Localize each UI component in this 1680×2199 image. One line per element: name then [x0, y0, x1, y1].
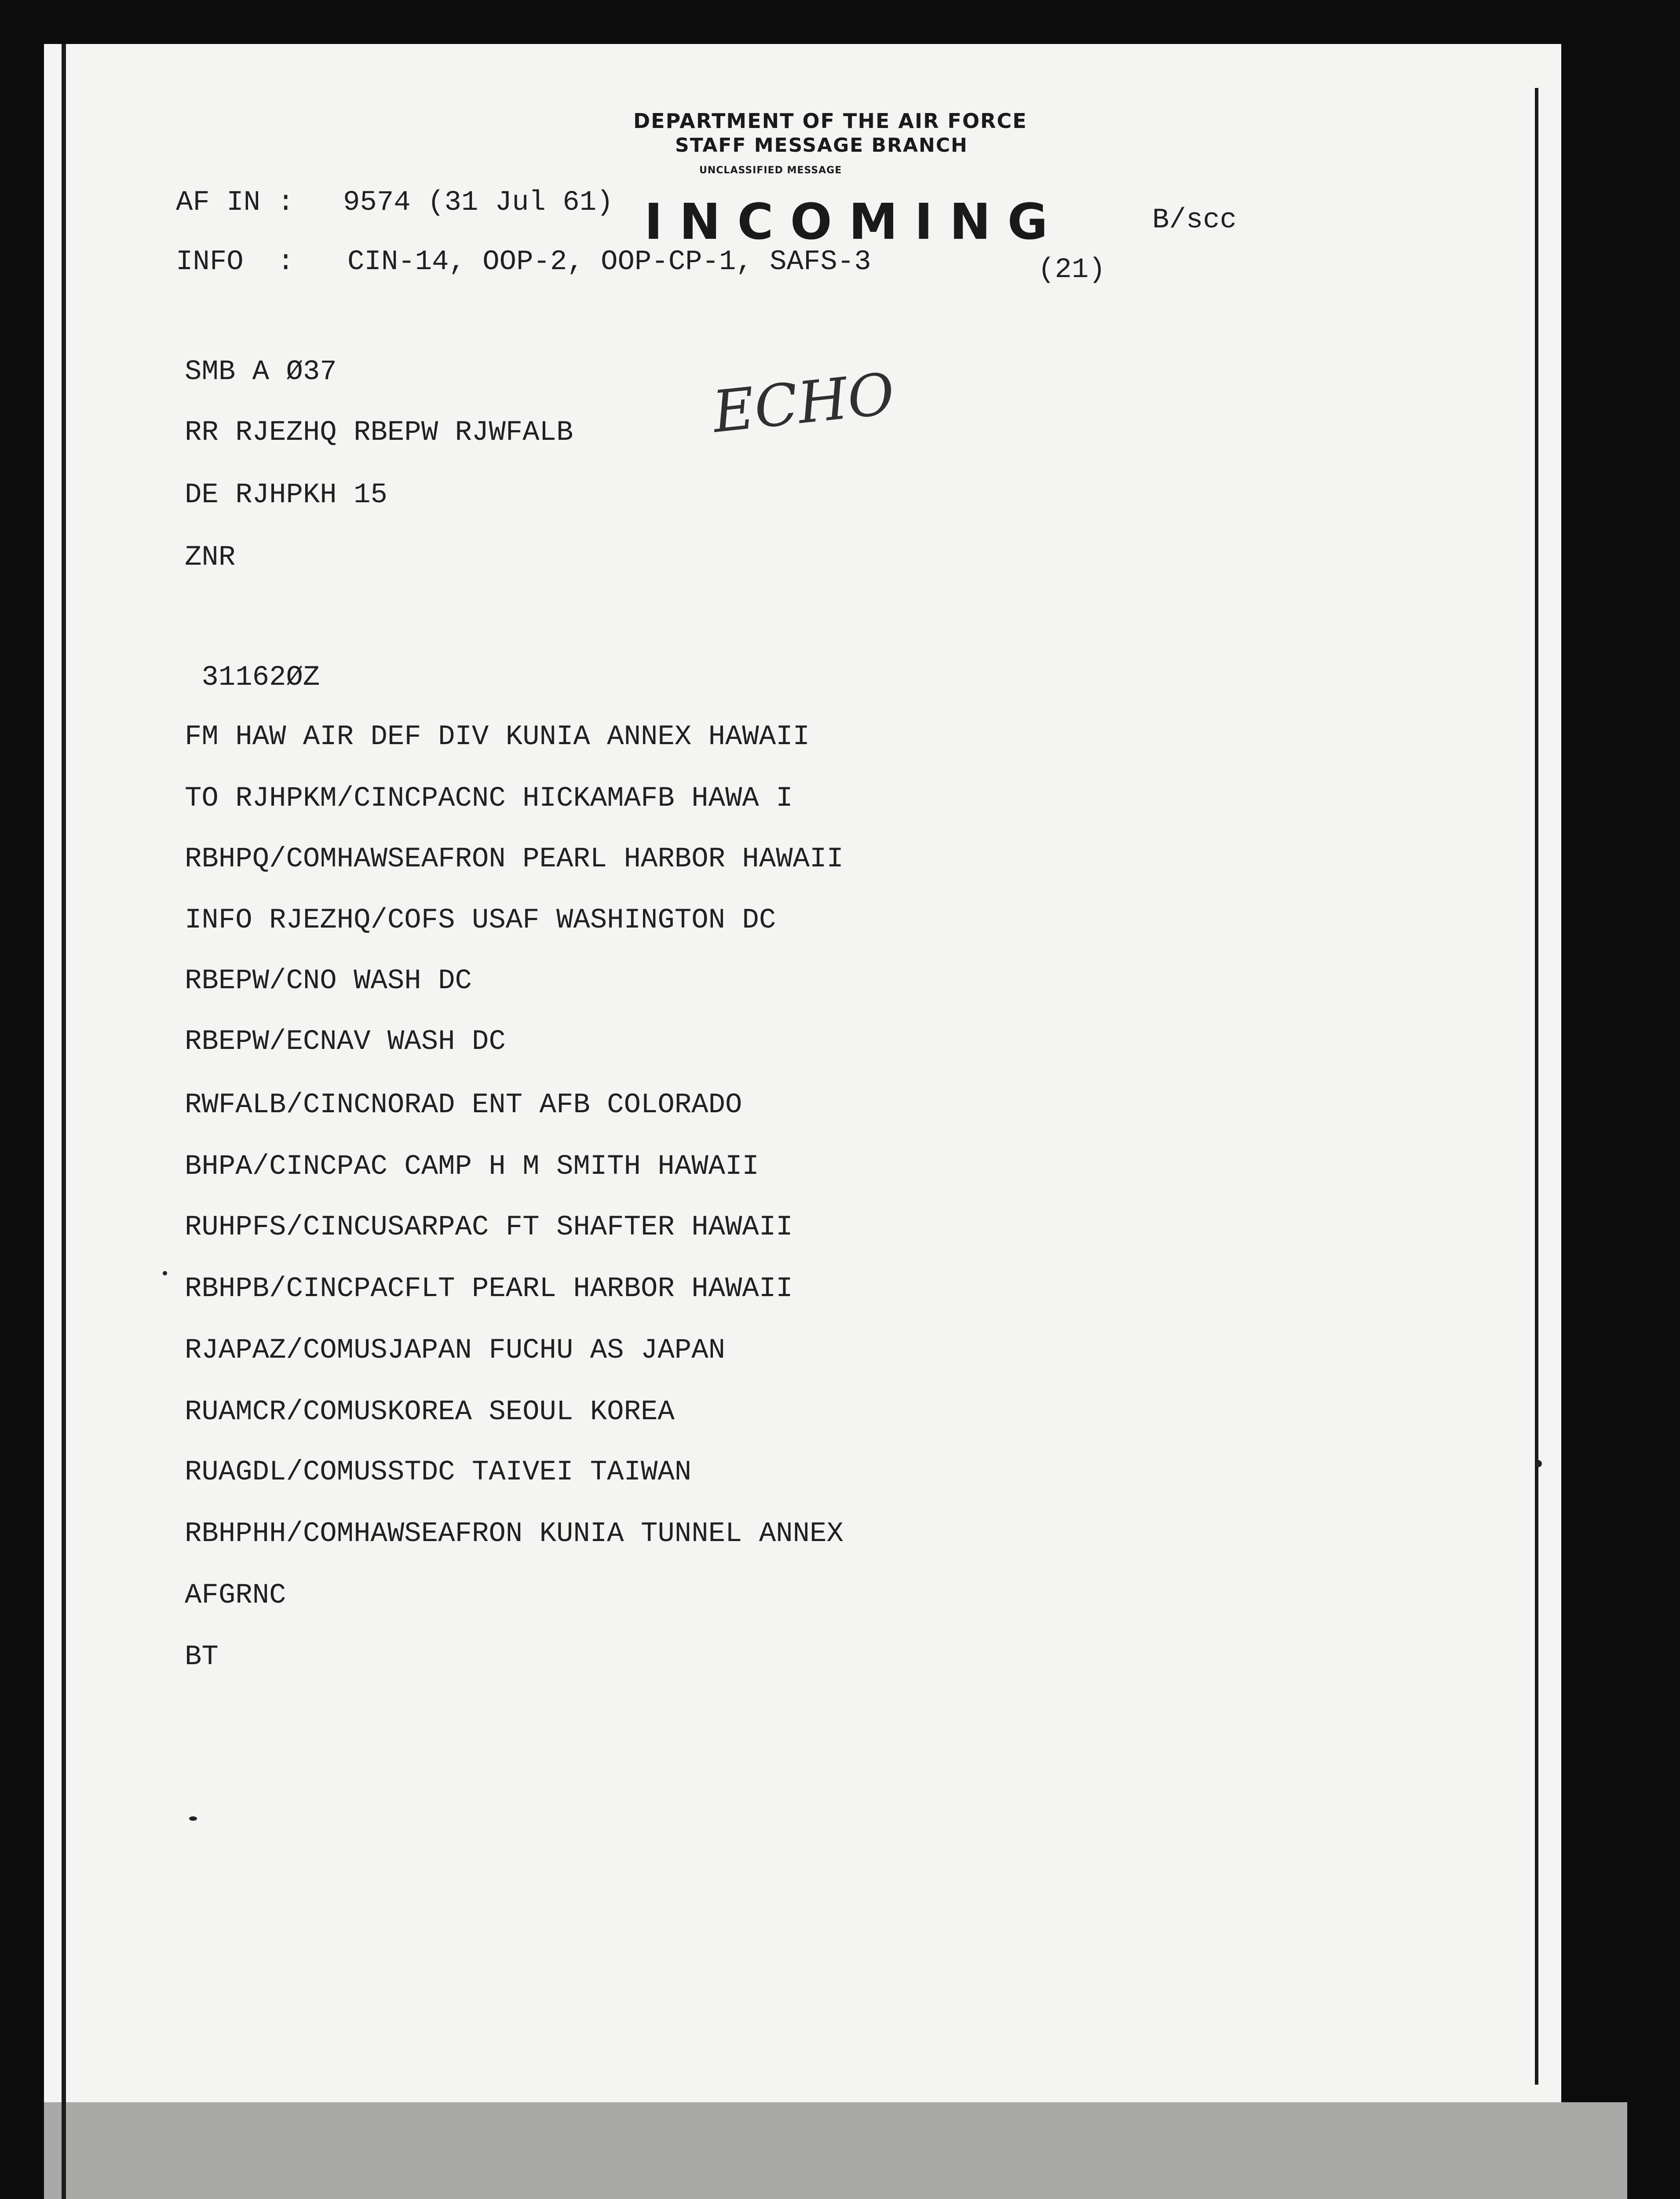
message-line: DE RJHPKH 15	[185, 479, 387, 511]
department-heading: DEPARTMENT OF THE AIR FORCE	[633, 109, 1027, 133]
message-line: TO RJHPKM/CINCPACNC HICKAMAFB HAWA I	[185, 783, 793, 815]
branch-heading: STAFF MESSAGE BRANCH	[675, 134, 968, 157]
message-line: RUHPFS/CINCUSARPAC FT SHAFTER HAWAII	[185, 1212, 793, 1243]
info-value: CIN-14, OOP-2, OOP-CP-1, SAFS-3	[347, 246, 871, 278]
message-line: RJAPAZ/COMUSJAPAN FUCHU AS JAPAN	[185, 1335, 725, 1366]
af-in-label: AF IN :	[176, 187, 294, 219]
info-label: INFO :	[176, 246, 294, 278]
incoming-title: INCOMING	[644, 194, 1065, 251]
message-line: BHPA/CINCPAC CAMP H M SMITH HAWAII	[185, 1151, 759, 1183]
classification-heading: UNCLASSIFIED MESSAGE	[699, 165, 842, 176]
message-line: ZNR	[185, 542, 236, 573]
af-in-value: 9574 (31 Jul 61)	[343, 187, 614, 219]
message-line: SMB A Ø37	[185, 356, 337, 388]
message-line: RBEPW/CNO WASH DC	[185, 965, 472, 997]
message-line: AFGRNC	[185, 1580, 286, 1611]
message-count: (21)	[1038, 254, 1106, 286]
handwritten-note: ECHO	[709, 360, 898, 446]
message-line: RBHPQ/COMHAWSEAFRON PEARL HARBOR HAWAII	[185, 844, 844, 875]
message-line: RUAGDL/COMUSSTDC TAIVEI TAIWAN	[185, 1457, 692, 1488]
message-line: BT	[185, 1641, 219, 1673]
ink-speck	[189, 1816, 197, 1821]
message-line: FM HAW AIR DEF DIV KUNIA ANNEX HAWAII	[185, 721, 810, 753]
message-line: 31162ØZ	[185, 662, 320, 694]
message-line: RWFALB/CINCNORAD ENT AFB COLORADO	[185, 1089, 742, 1121]
underlying-sheet	[44, 2102, 1627, 2199]
document-page	[44, 44, 1561, 2102]
page-edge-left	[62, 44, 66, 2199]
message-line: RUAMCR/COMUSKOREA SEOUL KOREA	[185, 1396, 675, 1428]
routing-code: B/scc	[1152, 205, 1237, 236]
message-line: RBEPW/ECNAV WASH DC	[185, 1026, 506, 1058]
ink-speck	[163, 1271, 167, 1275]
ink-speck	[1535, 1460, 1542, 1467]
page-edge-right	[1535, 88, 1538, 2085]
message-line: RBHPB/CINCPACFLT PEARL HARBOR HAWAII	[185, 1273, 793, 1305]
message-line: RBHPHH/COMHAWSEAFRON KUNIA TUNNEL ANNEX	[185, 1518, 844, 1550]
message-line: RR RJEZHQ RBEPW RJWFALB	[185, 417, 573, 449]
message-line: INFO RJEZHQ/COFS USAF WASHINGTON DC	[185, 905, 776, 936]
